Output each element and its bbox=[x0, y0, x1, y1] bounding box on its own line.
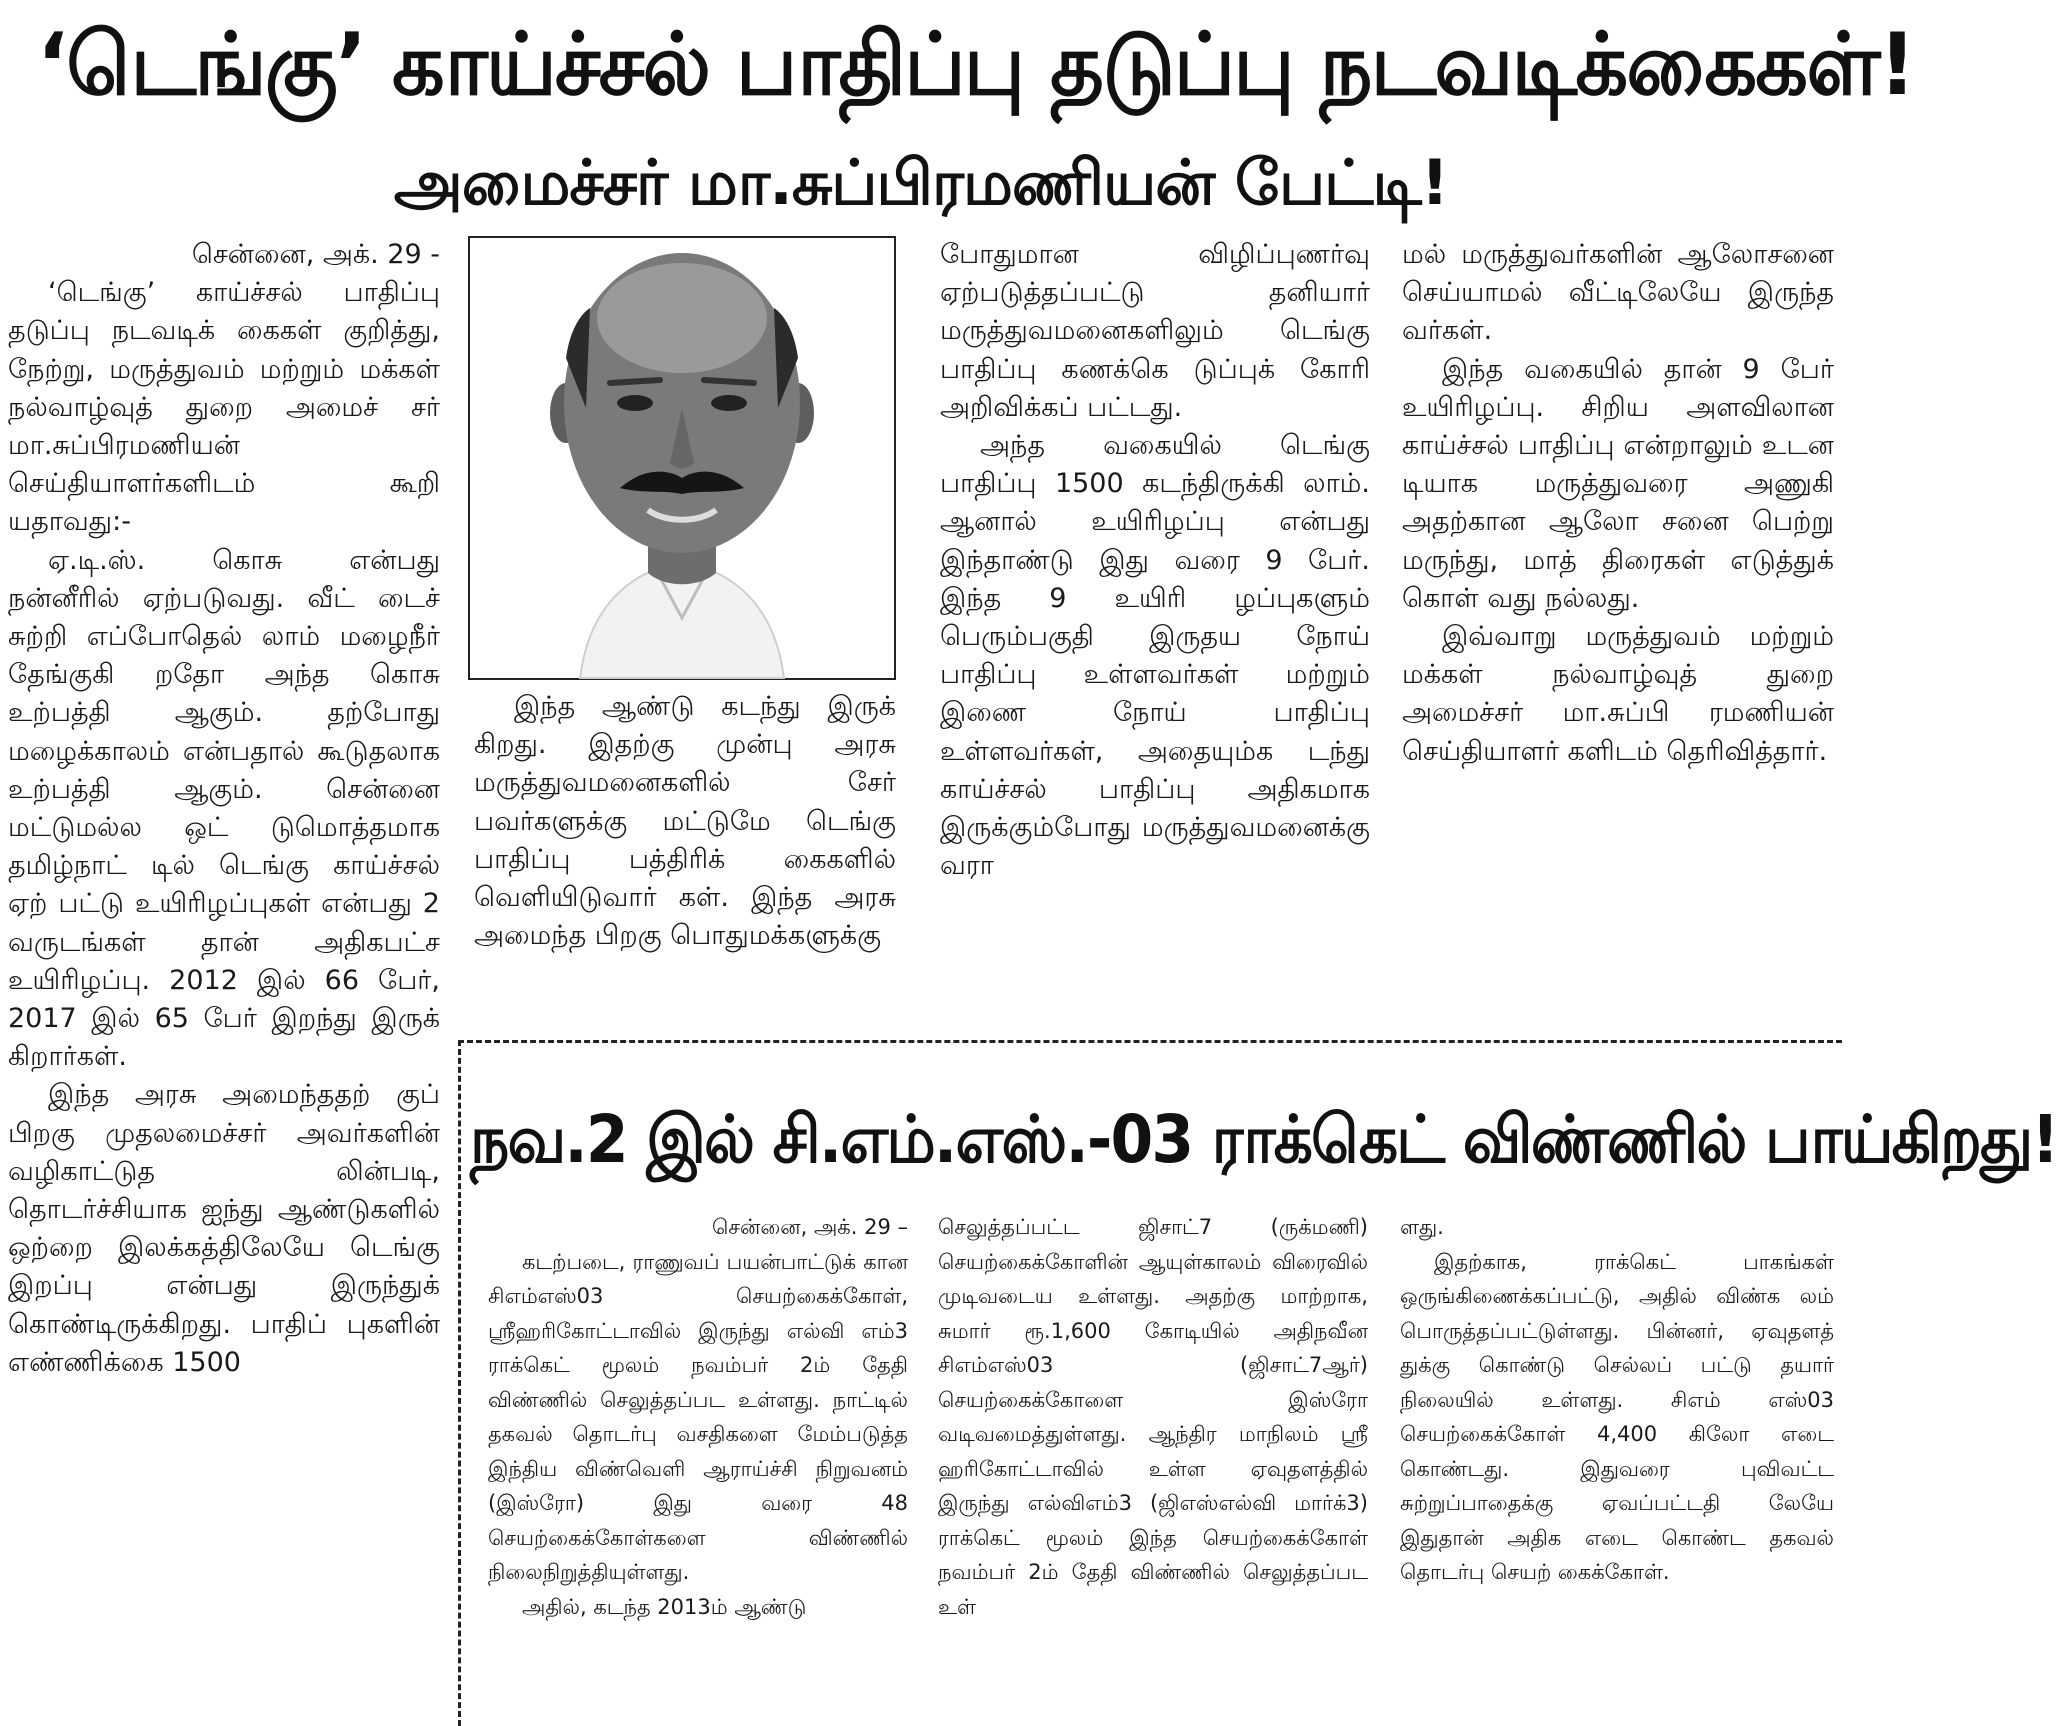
paragraph: இந்த வகையில் தான் 9 பேர் உயிரிழப்பு. சிறிய அளவிலான காய்ச்சல் பாதிப்பு என்றாலும் உடன டியாக மருத்துவரை அணுகி அதற்கான ஆலோ சனை பெற்று மருந்து, மாத் திரைகள் எடுத்துக் கொள் வது நல்லது. bbox=[1402, 353, 1834, 614]
article1-column-2 bbox=[474, 688, 896, 1038]
second-headline: நவ.2 இல் சி.எம்.எஸ்.-03 ராக்கெட் விண்ணில் பாய்கிறது! bbox=[470, 1101, 2058, 1178]
article2-column-3 bbox=[1400, 1210, 1834, 1726]
dateline: சென்னை, அக். 29 - bbox=[191, 239, 440, 270]
article2-column-1 bbox=[488, 1210, 908, 1726]
main-headline: ‘டெங்கு’ காய்ச்சல் பாதிப்பு தடுப்பு நடவடிக்கைகள்! bbox=[36, 15, 1915, 115]
article2-column-2 bbox=[938, 1210, 1368, 1726]
paragraph: இந்த அரசு அமைந்ததற் குப் பிறகு முதலமைச்சர் அவர்களின் வழிகாட்டுத லின்படி, தொடர்ச்சியாக ஐந்து ஆண்டுகளில் ஒற்றை இலக்கத்திலேயே டெங்கு இறப்பு என்பது இருந்துக் கொண்டிருக்கிறது. பாதிப் புகளின் எண்ணிக்கை 1500 bbox=[8, 1079, 440, 1378]
article-divider-vertical bbox=[458, 1040, 461, 1726]
sub-headline: அமைச்சர் மா.சுப்பிரமணியன் பேட்டி! bbox=[393, 146, 1449, 219]
paragraph: அந்த வகையில் டெங்கு பாதிப்பு 1500 கடந்திருக்கி லாம். ஆனால் உயிரிழப்பு என்பது இந்தாண்டு இது வரை 9 பேர். இந்த 9 உயிரி ழப்புகளும் பெரும்பகுதி இருதய நோய் பாதிப்பு உள்ளவர்கள் மற்றும் இணை நோய் பாதிப்பு உள்ளவர்கள், அதையும்க டந்து காய்ச்சல் பாதிப்பு அதிகமாக இருக்கும்போது மருத்துவமனைக்கு வரா bbox=[940, 430, 1370, 882]
paragraph: அதில், கடந்த 2013ம் ஆண்டு bbox=[522, 1594, 807, 1619]
article1-column-4 bbox=[1402, 236, 1834, 1036]
paragraph: ‘டெங்கு’ காய்ச்சல் பாதிப்பு தடுப்பு நடவடிக் கைகள் குறித்து, நேற்று, மருத்துவம் மற்றும் மக்கள் நல்வாழ்வுத் துறை அமைச் சர் மா.சுப்பிரமணியன் செய்தியாளர்களிடம் கூறி யதாவது:- bbox=[8, 277, 440, 538]
paragraph: ளது. bbox=[1400, 1215, 1444, 1239]
paragraph: மல் மருத்துவர்களின் ஆலோசனை செய்யாமல் வீட்டிலேயே இருந்த வர்கள். bbox=[1402, 239, 1834, 347]
paragraph: போதுமான விழிப்புணர்வு ஏற்படுத்தப்பட்டு தனியார் மருத்துவமனைகளிலும் டெங்கு பாதிப்பு கணக்கெ டுப்புக் கோரி அறிவிக்கப் பட்டது. bbox=[940, 239, 1370, 423]
paragraph: இவ்வாறு மருத்துவம் மற்றும் மக்கள் நல்வாழ்வுத் துறை அமைச்சர் மா.சுப்பி ரமணியன் செய்தியாளர் களிடம் தெரிவித்தார். bbox=[1402, 621, 1834, 767]
dateline: சென்னை, அக். 29 – bbox=[712, 1215, 908, 1239]
paragraph: இதற்காக, ராக்கெட் பாகங்கள் ஒருங்கிணைக்கப்பட்டு, அதில் விண்க லம் பொருத்தப்பட்டுள்ளது. பின்னர், ஏவுதளத் துக்கு கொண்டு செல்லப் பட்டு தயார் நிலையில் உள்ளது. சிஎம் எஸ்03 செயற்கைக்கோள் 4,400 கிலோ எடை கொண்டது. இதுவரை புவிவட்ட சுற்றுப்பாதைக்கு ஏவப்பட்டதி லேயே இதுதான் அதிக எடை கொண்ட தகவல் தொடர்பு செயற் கைக்கோள். bbox=[1400, 1249, 1834, 1584]
article1-column-3 bbox=[940, 236, 1370, 1036]
minister-photo bbox=[468, 236, 896, 680]
article1-column-1 bbox=[8, 236, 440, 1726]
portrait-image bbox=[470, 238, 894, 678]
paragraph: கடற்படை, ராணுவப் பயன்பாட்டுக் கான சிஎம்எஸ்03 செயற்கைக்கோள், ஸ்ரீஹரிகோட்டாவில் இருந்து எல்வி எம்3 ராக்கெட் மூலம் நவம்பர் 2ம் தேதி விண்ணில் செலுத்தப்பட உள்ளது. நாட்டில் தகவல் தொடர்பு வசதிகளை மேம்படுத்த இந்திய விண்வெளி ஆராய்ச்சி நிறுவனம் (இஸ்ரோ) இது வரை 48 செயற்கைக்கோள்களை விண்ணில் நிலைநிறுத்தியுள்ளது. bbox=[488, 1249, 908, 1584]
paragraph: ஏ.டி.ஸ். கொசு என்பது நன்னீரில் ஏற்படுவது. வீட் டைச் சுற்றி எப்போதெல் லாம் மழைநீர் தேங்குகி றதோ அந்த கொசு உற்பத்தி ஆகும். தற்போது மழைக்காலம் என்பதால் கூடுதலாக உற்பத்தி ஆகும். சென்னை மட்டுமல்ல ஒட் டுமொத்தமாக தமிழ்நாட் டில் டெங்கு காய்ச்சல் ஏற் பட்டு உயிரிழப்புகள் என்பது 2 வருடங்கள் தான் அதிகபட்ச உயிரிழப்பு. 2012 இல் 66 பேர், 2017 இல் 65 பேர் இறந்து இருக் கிறார்கள். bbox=[8, 544, 440, 1073]
paragraph: செலுத்தப்பட்ட ஜிசாட்7 (ருக்மணி) செயற்கைக்கோளின் ஆயுள்காலம் விரைவில் முடிவடைய உள்ளது. அதற்கு மாற்றாக, சுமார் ரூ.1,600 கோடியில் அதிநவீன சிஎம்எஸ்03 (ஜிசாட்7ஆர்) செயற்கைக்கோளை இஸ்ரோ வடிவமைத்துள்ளது. ஆந்திர மாநிலம் ஸ்ரீ ஹரிகோட்டாவில் உள்ள ஏவுதளத்தில் இருந்து எல்விஎம்3 (ஜிஎஸ்எல்வி மார்க்3) ராக்கெட் மூலம் இந்த செயற்கைக்கோள் நவம்பர் 2ம் தேதி விண்ணில் செலுத்தப்பட உள் bbox=[938, 1215, 1368, 1619]
article-divider-horizontal bbox=[458, 1040, 1842, 1043]
paragraph: இந்த ஆண்டு கடந்து இருக் கிறது. இதற்கு முன்பு அரசு மருத்துவமனைகளில் சேர் பவர்களுக்கு மட்டுமே டெங்கு பாதிப்பு பத்திரிக் கைகளில் வெளியிடுவார் கள். இந்த அரசு அமைந்த பிறகு பொதுமக்களுக்கு bbox=[474, 691, 896, 952]
